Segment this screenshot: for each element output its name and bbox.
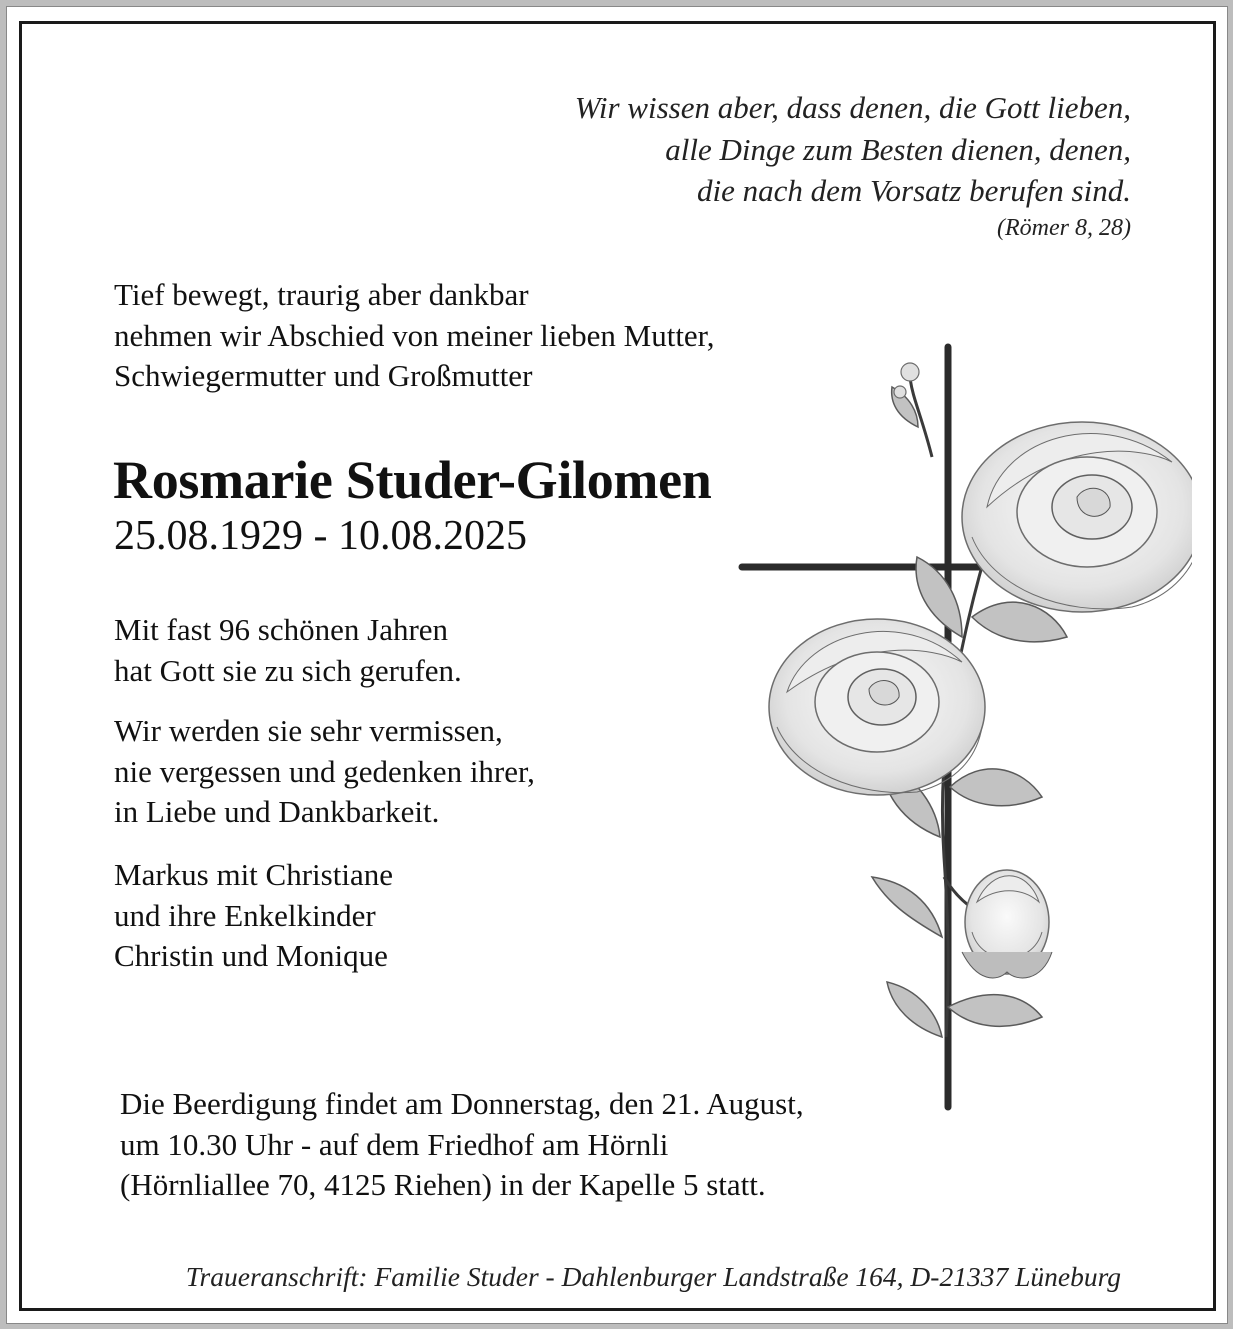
bible-verse <box>575 87 1131 244</box>
rose-icon <box>769 619 985 795</box>
intro-line: Schwiegermutter und Großmutter <box>114 358 533 393</box>
intro-line: Tief bewegt, traurig aber dankbar <box>114 277 529 312</box>
funeral-line: (Hörnliallee 70, 4125 Riehen) in der Kapelle 5 statt. <box>120 1167 766 1202</box>
verse-line: Wir wissen aber, dass denen, die Gott lieben, <box>574 90 1131 125</box>
paragraph-line: hat Gott sie zu sich gerufen. <box>114 652 462 688</box>
life-dates: 25.08.1929 - 10.08.2025 <box>114 513 527 559</box>
paragraph-line: Mit fast 96 schönen Jahren <box>114 612 449 647</box>
rose-icon <box>962 422 1192 612</box>
cross-with-roses-illustration <box>722 317 1192 1137</box>
family-line: Markus mit Christiane <box>114 857 393 892</box>
obituary-sheet <box>6 6 1228 1324</box>
intro-line: nehmen wir Abschied von meiner lieben Mutter, <box>114 317 715 353</box>
paragraph-line: in Liebe und Dankbarkeit. <box>114 794 440 829</box>
family-line: und ihre Enkelkinder <box>114 897 376 933</box>
paragraph-family <box>114 855 393 977</box>
paragraph-line: Wir werden sie sehr vermissen, <box>114 713 503 748</box>
paragraph-line: nie vergessen und gedenken ihrer, <box>114 753 535 789</box>
family-line: Christin und Monique <box>114 938 388 973</box>
rosebud-icon <box>962 870 1052 978</box>
mourning-address: Traueranschrift: Familie Studer - Dahlenburger Landstraße 164, D-21337 Lüneburg <box>185 1261 1121 1292</box>
deceased-name: Rosmarie Studer-Gilomen <box>113 450 712 510</box>
intro-text <box>114 275 715 397</box>
verse-reference: (Römer 8, 28) <box>997 214 1131 241</box>
funeral-details <box>120 1084 804 1206</box>
paragraph-remembrance <box>114 711 535 833</box>
verse-line: alle Dinge zum Besten dienen, denen, <box>665 131 1131 167</box>
paragraph-age <box>114 610 462 691</box>
funeral-line: um 10.30 Uhr - auf dem Friedhof am Hörnli <box>120 1126 669 1162</box>
funeral-line: Die Beerdigung findet am Donnerstag, den 21. August, <box>120 1086 804 1121</box>
verse-line: die nach dem Vorsatz berufen sind. <box>697 173 1131 208</box>
flower-bud-icon <box>894 363 919 398</box>
